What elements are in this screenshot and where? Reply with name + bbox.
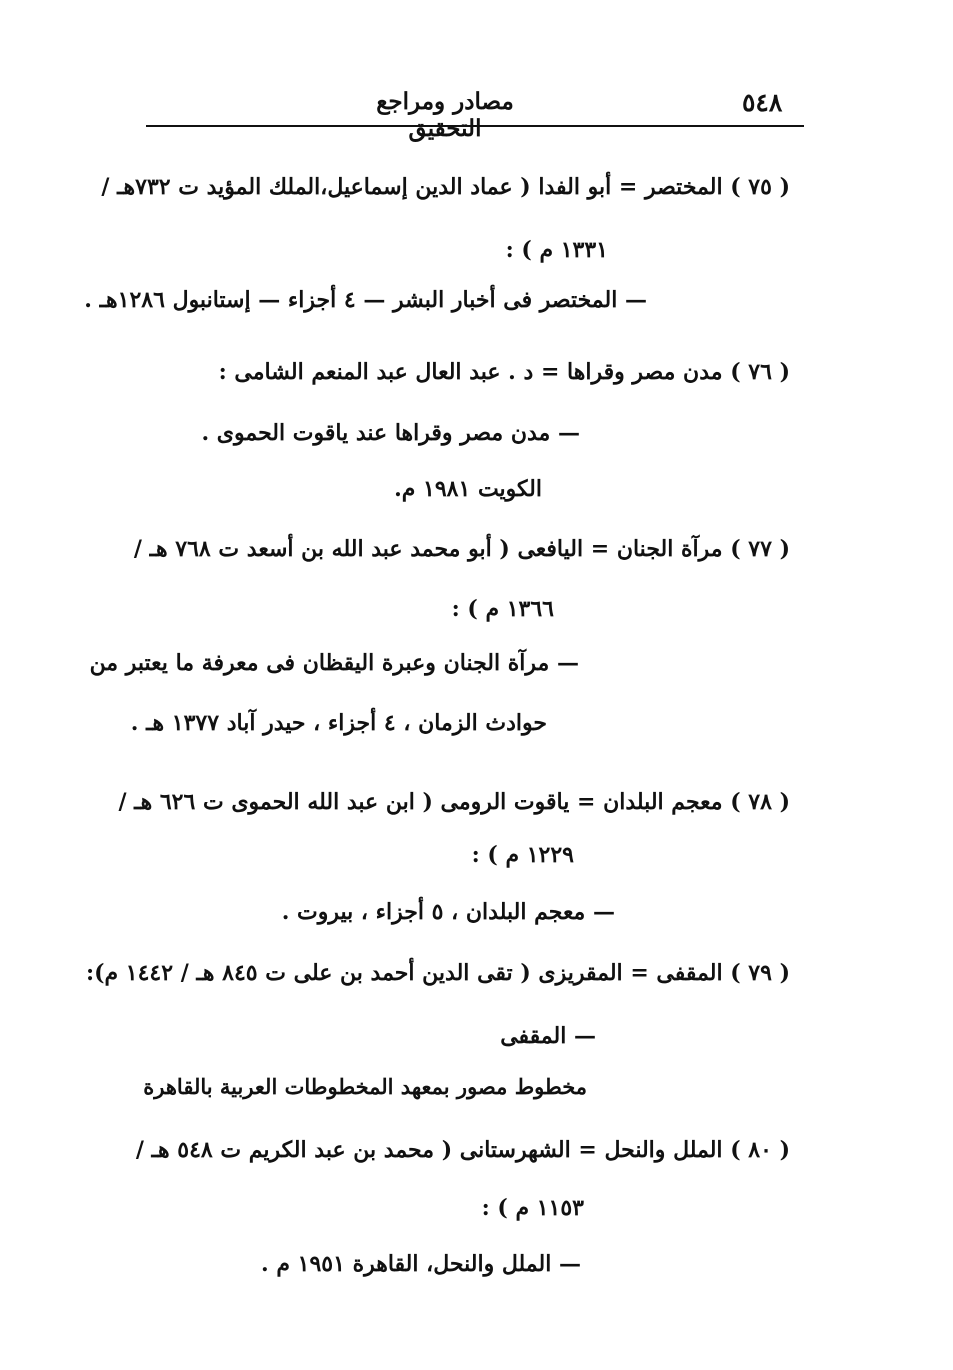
entry-75-date-line: ١٣٣١ م ) : [505,237,608,263]
entry-80-heading: ( ٨٠ ) الملل والنحل = الشهرستانى ( محمد بن عبد الكريم ت ٥٤٨ هـ / [135,1137,790,1163]
entry-77-work: — مرآة الجنان وعبرة اليقظان فى معرفة ما يعتبر من [89,650,579,676]
entry-77-date-line: ١٣٦٦ م ) : [451,596,554,622]
entry-77-heading: ( ٧٧ ) مرآة الجنان = اليافعى ( أبو محمد عبد الله بن أسعد ت ٧٦٨ هـ / [133,536,790,562]
page-number: ٥٤٨ [742,88,783,117]
entry-80-work: — الملل والنحل، القاهرة ١٩٥١ م . [261,1251,581,1277]
header-rule [146,125,804,127]
running-title: مصادر ومراجع التحقيق [376,88,514,142]
entry-77-work-continued: حوادث الزمان ، ٤ أجزاء ، حيدر آباد ١٣٧٧ هـ . [130,710,547,736]
entry-79-note: مخطوط مصور بمعهد المخطوطات العربية بالقاهرة [143,1074,587,1099]
entry-79-heading: ( ٧٩ ) المقفى = المقريزى ( تقى الدين أحمد بن على ت ٨٤٥ هـ / ١٤٤٢ م): [85,960,790,986]
entry-75-work: — المختصر فى أخبار البشر — ٤ أجزاء — إستانبول ١٢٨٦هـ . [84,287,647,313]
entry-78-work: — معجم البلدان ، ٥ أجزاء ، بيروت . [281,899,615,925]
entry-76-work: — مدن مصر وقراها عند ياقوت الحموى . [201,420,580,446]
entry-78-heading: ( ٧٨ ) معجم البلدان = ياقوت الرومى ( ابن عبد الله الحموى ت ٦٢٦ هـ / [118,789,790,815]
entry-75-heading: ( ٧٥ ) المختصر = أبو الفدا ( عماد الدين إسماعيل،الملك المؤيد ت ٧٣٢هـ / [101,174,790,200]
entry-78-date-line: ١٢٢٩ م ) : [471,842,574,868]
entry-76-heading: ( ٧٦ ) مدن مصر وقراها = د . عبد العال عبد المنعم الشامى : [218,359,790,385]
entry-80-date-line: ١١٥٣ م ) : [481,1195,584,1221]
entry-79-work: — المقفى [500,1023,596,1049]
entry-76-place: الكويت ١٩٨١ م. [394,476,542,502]
